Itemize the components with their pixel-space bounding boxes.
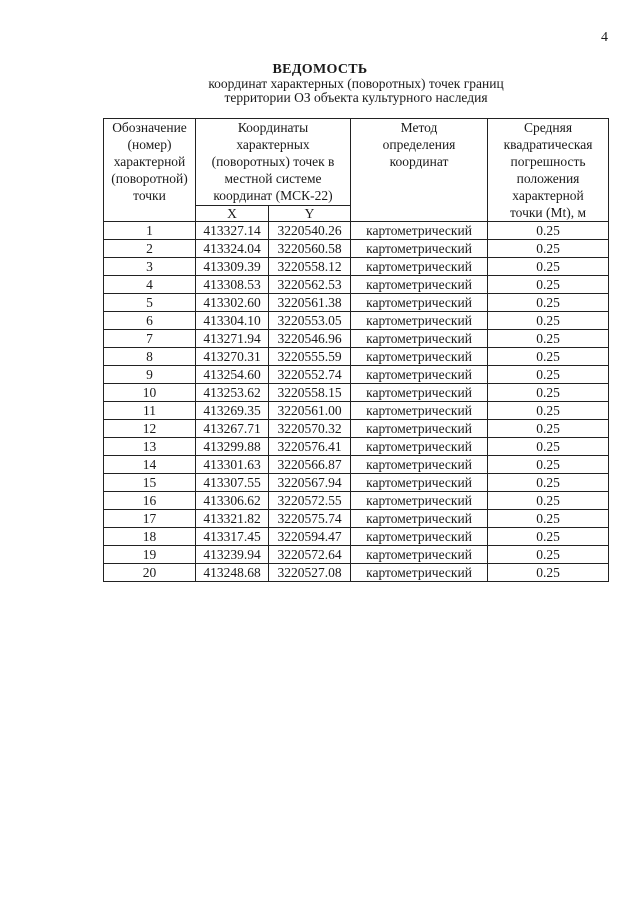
- y-coordinate-cell: 3220553.05: [269, 312, 351, 330]
- error-cell: 0.25: [488, 564, 609, 582]
- x-coordinate-cell: 413304.10: [196, 312, 269, 330]
- x-coordinate-cell: 413269.35: [196, 402, 269, 420]
- y-coordinate-cell: 3220561.00: [269, 402, 351, 420]
- table-row: [104, 330, 609, 348]
- table-row: [104, 420, 609, 438]
- point-number-cell: 14: [104, 456, 196, 474]
- x-coordinate-cell: 413309.39: [196, 258, 269, 276]
- table-row: [104, 564, 609, 582]
- document-subtitle-line-2: территории ОЗ объекта культурного наследия: [224, 90, 488, 105]
- x-coordinate-cell: 413253.62: [196, 384, 269, 402]
- point-number-cell: 7: [104, 330, 196, 348]
- header-mean-square-error: Средняя квадратическая погрешность положения характерной точки (Mt), м: [488, 119, 609, 222]
- point-number-cell: 15: [104, 474, 196, 492]
- table-row: [104, 258, 609, 276]
- x-coordinate-cell: 413301.63: [196, 456, 269, 474]
- point-number-cell: 9: [104, 366, 196, 384]
- x-coordinate-cell: 413324.04: [196, 240, 269, 258]
- method-cell: картометрический: [351, 330, 488, 348]
- x-coordinate-cell: 413302.60: [196, 294, 269, 312]
- method-cell: картометрический: [351, 222, 488, 240]
- header-coordinates: Координаты характерных (поворотных) точек в местной системе координат (МСК-22): [196, 119, 351, 206]
- table-row: [104, 402, 609, 420]
- x-coordinate-cell: 413317.45: [196, 528, 269, 546]
- y-coordinate-cell: 3220575.74: [269, 510, 351, 528]
- y-coordinate-cell: 3220527.08: [269, 564, 351, 582]
- error-cell: 0.25: [488, 384, 609, 402]
- point-number-cell: 2: [104, 240, 196, 258]
- y-coordinate-cell: 3220594.47: [269, 528, 351, 546]
- table-row: [104, 294, 609, 312]
- y-coordinate-cell: 3220567.94: [269, 474, 351, 492]
- y-coordinate-cell: 3220546.96: [269, 330, 351, 348]
- y-coordinate-cell: 3220558.12: [269, 258, 351, 276]
- error-cell: 0.25: [488, 456, 609, 474]
- table-row: [104, 348, 609, 366]
- table-row: [104, 240, 609, 258]
- method-cell: картометрический: [351, 402, 488, 420]
- error-cell: 0.25: [488, 258, 609, 276]
- method-cell: картометрический: [351, 474, 488, 492]
- table-row: [104, 222, 609, 240]
- method-cell: картометрический: [351, 510, 488, 528]
- table-row: [104, 384, 609, 402]
- table-row: [104, 546, 609, 564]
- method-cell: картометрический: [351, 420, 488, 438]
- page-number: 4: [601, 30, 608, 45]
- method-cell: картометрический: [351, 366, 488, 384]
- point-number-cell: 11: [104, 402, 196, 420]
- method-cell: картометрический: [351, 258, 488, 276]
- method-cell: картометрический: [351, 492, 488, 510]
- error-cell: 0.25: [488, 348, 609, 366]
- y-coordinate-cell: 3220576.41: [269, 438, 351, 456]
- x-coordinate-cell: 413248.68: [196, 564, 269, 582]
- x-coordinate-cell: 413299.88: [196, 438, 269, 456]
- table-row: [104, 510, 609, 528]
- point-number-cell: 13: [104, 438, 196, 456]
- error-cell: 0.25: [488, 474, 609, 492]
- table-header: [104, 119, 609, 222]
- y-coordinate-cell: 3220566.87: [269, 456, 351, 474]
- error-cell: 0.25: [488, 330, 609, 348]
- table-row: [104, 312, 609, 330]
- method-cell: картометрический: [351, 528, 488, 546]
- point-number-cell: 19: [104, 546, 196, 564]
- y-coordinate-cell: 3220562.53: [269, 276, 351, 294]
- error-cell: 0.25: [488, 402, 609, 420]
- method-cell: картометрический: [351, 348, 488, 366]
- x-coordinate-cell: 413271.94: [196, 330, 269, 348]
- error-cell: 0.25: [488, 294, 609, 312]
- x-coordinate-cell: 413254.60: [196, 366, 269, 384]
- method-cell: картометрический: [351, 564, 488, 582]
- method-cell: картометрический: [351, 546, 488, 564]
- point-number-cell: 10: [104, 384, 196, 402]
- error-cell: 0.25: [488, 510, 609, 528]
- y-coordinate-cell: 3220572.55: [269, 492, 351, 510]
- y-coordinate-cell: 3220570.32: [269, 420, 351, 438]
- table-row: [104, 366, 609, 384]
- method-cell: картометрический: [351, 240, 488, 258]
- x-coordinate-cell: 413327.14: [196, 222, 269, 240]
- point-number-cell: 12: [104, 420, 196, 438]
- x-coordinate-cell: 413270.31: [196, 348, 269, 366]
- error-cell: 0.25: [488, 528, 609, 546]
- point-number-cell: 5: [104, 294, 196, 312]
- x-coordinate-cell: 413308.53: [196, 276, 269, 294]
- y-coordinate-cell: 3220558.15: [269, 384, 351, 402]
- header-method: Метод определения координат: [351, 119, 488, 222]
- method-cell: картометрический: [351, 312, 488, 330]
- error-cell: 0.25: [488, 420, 609, 438]
- error-cell: 0.25: [488, 240, 609, 258]
- header-point-designation: Обозначение (номер) характерной (поворотной) точки: [104, 119, 196, 222]
- point-number-cell: 20: [104, 564, 196, 582]
- x-coordinate-cell: 413307.55: [196, 474, 269, 492]
- table-row: [104, 528, 609, 546]
- method-cell: картометрический: [351, 294, 488, 312]
- point-number-cell: 4: [104, 276, 196, 294]
- y-coordinate-cell: 3220572.64: [269, 546, 351, 564]
- x-coordinate-cell: 413267.71: [196, 420, 269, 438]
- coordinates-table: [103, 118, 609, 582]
- table-row: [104, 492, 609, 510]
- point-number-cell: 8: [104, 348, 196, 366]
- error-cell: 0.25: [488, 312, 609, 330]
- error-cell: 0.25: [488, 276, 609, 294]
- error-cell: 0.25: [488, 366, 609, 384]
- table-row: [104, 276, 609, 294]
- error-cell: 0.25: [488, 492, 609, 510]
- x-coordinate-cell: 413306.62: [196, 492, 269, 510]
- y-coordinate-cell: 3220560.58: [269, 240, 351, 258]
- x-coordinate-cell: 413239.94: [196, 546, 269, 564]
- header-x: X: [196, 206, 269, 222]
- method-cell: картометрический: [351, 456, 488, 474]
- table-body: [104, 222, 609, 582]
- point-number-cell: 6: [104, 312, 196, 330]
- method-cell: картометрический: [351, 438, 488, 456]
- y-coordinate-cell: 3220552.74: [269, 366, 351, 384]
- document-title: ВЕДОМОСТЬ: [272, 62, 368, 77]
- x-coordinate-cell: 413321.82: [196, 510, 269, 528]
- y-coordinate-cell: 3220540.26: [269, 222, 351, 240]
- method-cell: картометрический: [351, 276, 488, 294]
- error-cell: 0.25: [488, 546, 609, 564]
- header-y: Y: [269, 206, 351, 222]
- method-cell: картометрический: [351, 384, 488, 402]
- table-row: [104, 456, 609, 474]
- y-coordinate-cell: 3220555.59: [269, 348, 351, 366]
- error-cell: 0.25: [488, 438, 609, 456]
- point-number-cell: 16: [104, 492, 196, 510]
- point-number-cell: 17: [104, 510, 196, 528]
- table-row: [104, 474, 609, 492]
- point-number-cell: 18: [104, 528, 196, 546]
- y-coordinate-cell: 3220561.38: [269, 294, 351, 312]
- error-cell: 0.25: [488, 222, 609, 240]
- table-row: [104, 438, 609, 456]
- point-number-cell: 3: [104, 258, 196, 276]
- point-number-cell: 1: [104, 222, 196, 240]
- document-subtitle-line-1: координат характерных (поворотных) точек границ: [208, 76, 504, 91]
